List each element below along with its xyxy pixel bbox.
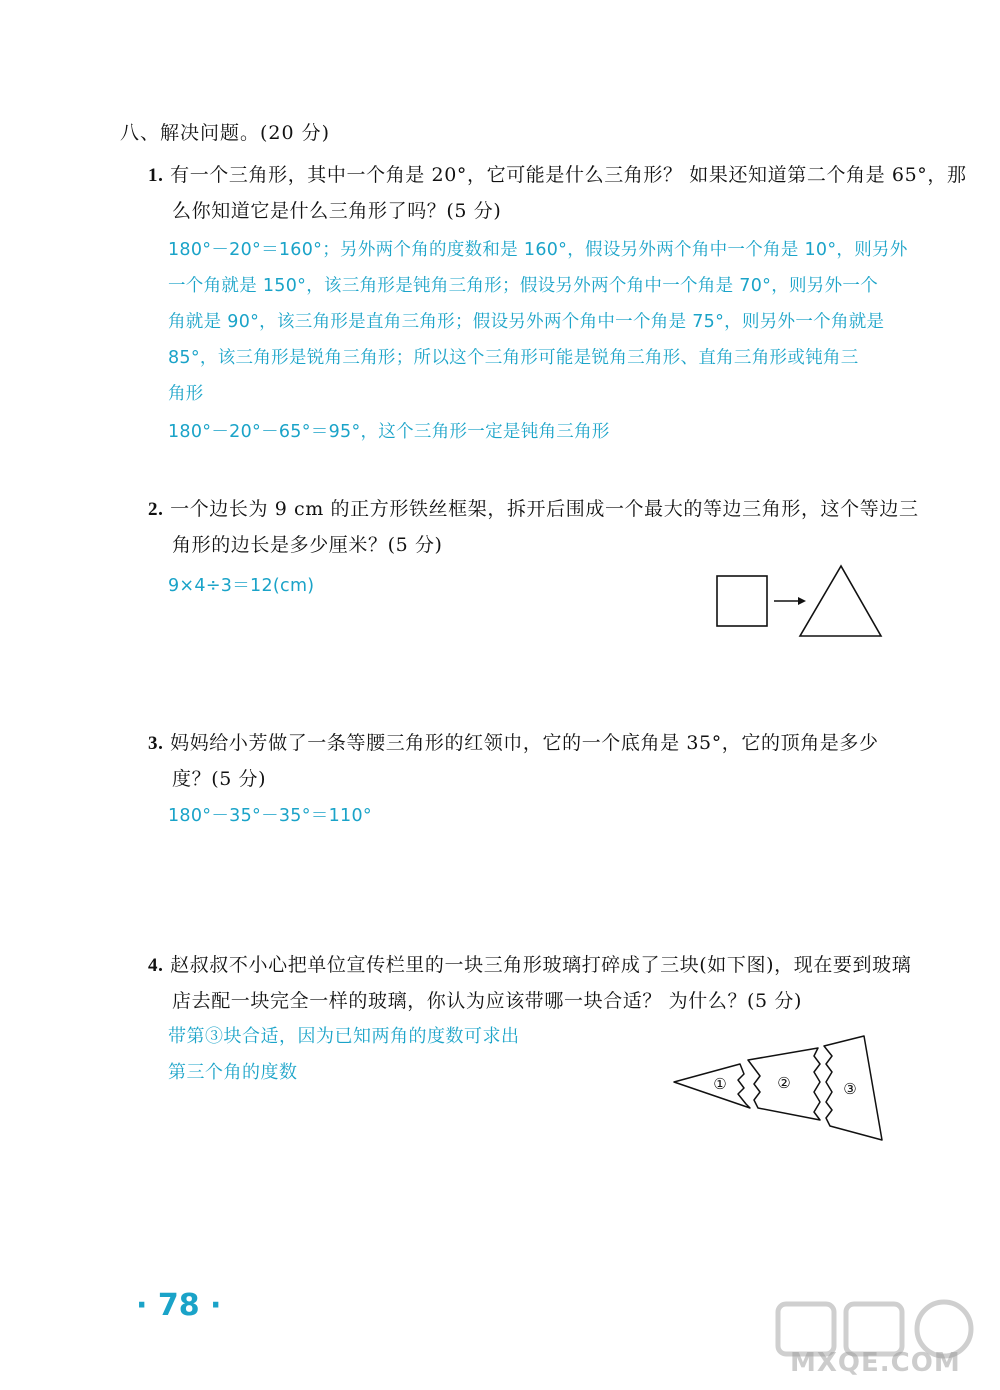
question-4-number: 4.	[148, 955, 164, 976]
answer-1-line-6: 180°－20°－65°＝95°，这个三角形一定是钝角三角形	[168, 422, 610, 442]
question-1-line-1	[148, 160, 967, 187]
question-2-number: 2.	[148, 499, 164, 520]
answer-4-line-2: 第三个角的度数	[168, 1062, 298, 1083]
question-1-text-1: 有一个三角形，其中一个角是 20°，它可能是什么三角形？ 如果还知道第二个角是 65°，那	[170, 164, 967, 186]
answer-1-line-3: 角就是 90°，该三角形是直角三角形；假设另外两个角中一个角是 75°，则另外一个角就是	[168, 312, 885, 332]
glass-piece-2-label: ②	[777, 1074, 791, 1092]
question-1-number: 1.	[148, 165, 164, 186]
question-2-line-2: 角形的边长是多少厘米？(5 分)	[172, 534, 443, 556]
answer-1-line-1: 180°－20°＝160°；另外两个角的度数和是 160°，假设另外两个角中一个角是 10°，则另外	[168, 240, 908, 260]
section-title: 八、解决问题。(20 分)	[120, 122, 331, 144]
page-number: · 78 ·	[136, 1288, 222, 1323]
square-to-triangle-figure	[710, 562, 890, 642]
triangle-shape	[800, 566, 881, 636]
answer-1-line-4: 85°，该三角形是锐角三角形；所以这个三角形可能是锐角三角形、直角三角形或钝角三	[168, 348, 859, 368]
answer-3-line-1: 180°－35°－35°＝110°	[168, 806, 372, 826]
answer-1-line-5: 角形	[168, 384, 204, 404]
watermark-text: MXQE.COM	[790, 1348, 961, 1378]
arrow-head-icon	[798, 597, 806, 605]
question-2-text-1: 一个边长为 9 cm 的正方形铁丝框架，拆开后围成一个最大的等边三角形，这个等边三	[170, 498, 919, 520]
glass-piece-1	[674, 1064, 750, 1108]
broken-glass-figure	[668, 1022, 888, 1152]
question-4-line-1	[148, 950, 911, 977]
square-shape	[717, 576, 767, 626]
answer-1-line-2: 一个角就是 150°，该三角形是钝角三角形；假设另外两个角中一个角是 70°，则另外一个	[168, 276, 878, 296]
question-3-number: 3.	[148, 733, 164, 754]
question-3-line-1	[148, 728, 879, 755]
answer-2-line-1: 9×4÷3＝12(cm)	[168, 576, 315, 596]
question-2-line-1	[148, 494, 919, 521]
question-3-line-2: 度？(5 分)	[172, 768, 267, 790]
question-1-line-2: 么你知道它是什么三角形了吗？(5 分)	[172, 200, 502, 222]
question-4-line-2: 店去配一块完全一样的玻璃，你认为应该带哪一块合适？ 为什么？(5 分)	[172, 990, 802, 1012]
question-3-text-1: 妈妈给小芳做了一条等腰三角形的红领巾，它的一个底角是 35°，它的顶角是多少	[170, 732, 879, 754]
question-4-text-1: 赵叔叔不小心把单位宣传栏里的一块三角形玻璃打碎成了三块(如下图)，现在要到玻璃	[170, 954, 912, 976]
glass-piece-3-label: ③	[843, 1080, 857, 1098]
answer-4-line-1: 带第③块合适，因为已知两角的度数可求出	[168, 1026, 520, 1047]
glass-piece-1-label: ①	[713, 1075, 727, 1093]
